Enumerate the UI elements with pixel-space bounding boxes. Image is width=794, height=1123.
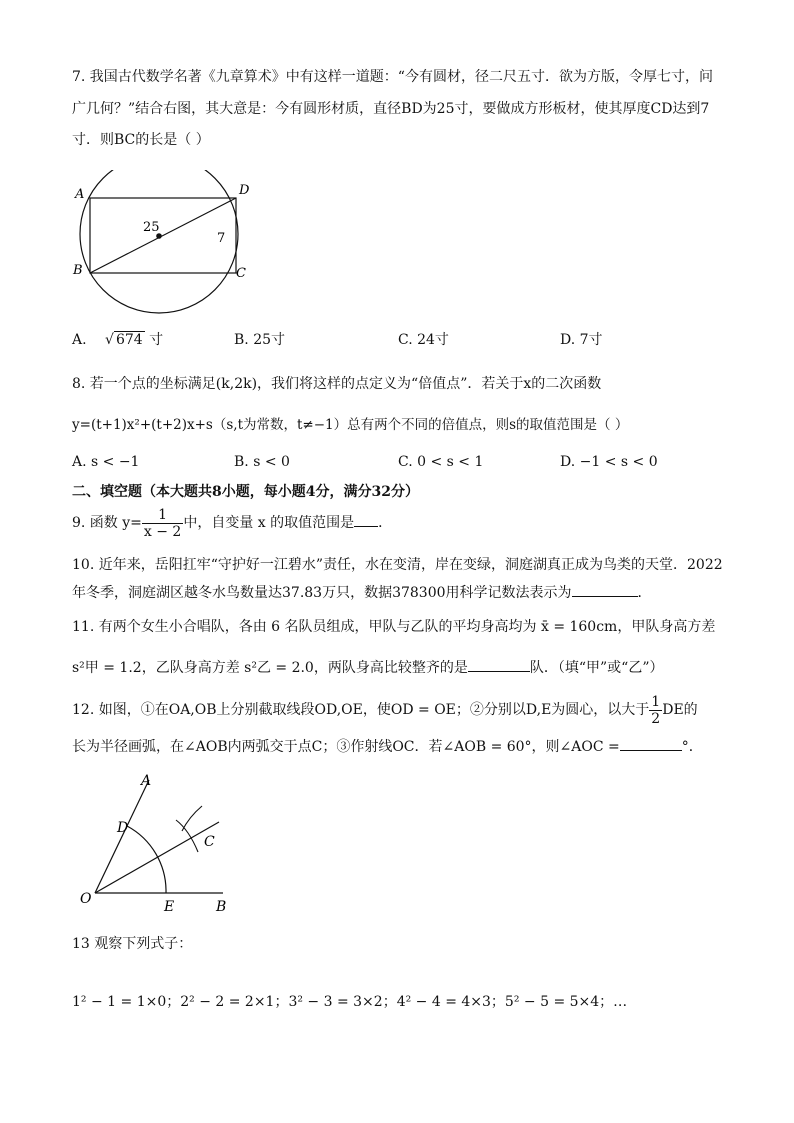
q9-line [72, 506, 392, 540]
q12-answer-blank[interactable] [620, 736, 682, 751]
q7-option-d: D. 7寸 [560, 332, 603, 348]
label-e: E [164, 899, 175, 915]
q12-half-fraction [649, 694, 662, 727]
label-c: C [204, 834, 215, 850]
q8-option-b: B. s < 0 [234, 454, 290, 470]
q13-line-2: 1² − 1 = 1×0；2² − 2 = 2×1；3² − 3 = 3×2；4² − 4 = 4×3；5² − 5 = 5×4；… [72, 994, 628, 1010]
label-25: 25 [143, 220, 160, 235]
q8-option-d: D. −1 < s < 0 [560, 454, 658, 470]
ray-oc [95, 822, 219, 893]
q7-line-3: 寸．则BC的长是（ ） [72, 132, 210, 148]
q13-line-1: 13 观察下列式子： [72, 936, 193, 952]
q12-line-1-end: DE的 [662, 702, 698, 718]
q8-line-2: y=(t+1)x²+(t+2)x+s（s,t为常数，t≠−1）总有两个不同的倍值点，则s的取值范围是（ ） [72, 417, 629, 433]
label-o: O [80, 891, 92, 907]
label-b: B [216, 899, 227, 915]
q10-line-2-text: 年冬季，洞庭湖区越冬水鸟数量达37.83万只，数据378300用科学记数法表示为 [72, 585, 572, 601]
q7-circle-figure [70, 170, 270, 340]
q12-line-2-text: 长为半径画弧，在∠AOB内两弧交于点C；③作射线OC．若∠AOB = 60°，则∠AOC = [72, 739, 620, 755]
label-a: A [141, 773, 152, 789]
q7-line-1: 7. 我国古代数学名著《九章算术》中有这样一道题：“今有圆材，径二尺五寸．欲为方版，令厚七寸，问 [72, 69, 713, 85]
q9-answer-blank[interactable] [354, 512, 378, 527]
q8-line-1: 8. 若一个点的坐标满足(k,2k)，我们将这样的点定义为“倍值点”．若关于x的二次函数 [72, 376, 602, 392]
q11-line-2-text: s²甲 = 1.2，乙队身高方差 s²乙 = 2.0，两队身高比较整齐的是 [72, 660, 468, 676]
q9-end: ． [378, 515, 393, 531]
q7-line-2: 广几何？”结合右图，其大意是：今有圆形材质，直径BD为25寸，要做成方形板材，使其厚度CD达到7 [72, 101, 710, 117]
q7-option-c: C. 24寸 [398, 332, 449, 348]
diagonal-bd [90, 198, 236, 273]
q10-answer-blank[interactable] [572, 582, 638, 597]
label-d: D [239, 183, 250, 198]
q11-line-2 [72, 657, 663, 678]
q12-line-2 [72, 736, 703, 757]
q12-line-1 [72, 693, 698, 727]
circle-outline [80, 170, 238, 313]
q9-fraction-numerator: 1 [142, 507, 183, 524]
ray-oa [95, 780, 149, 893]
arc-de [127, 826, 166, 893]
q10-line-1: 10. 近年来，岳阳扛牢“守护好一江碧水”责任，水在变清，岸在变绿，洞庭湖真正成为鸟类的天堂．2022 [72, 557, 723, 573]
q12-half-numerator: 1 [651, 693, 661, 710]
q7-option-a-radicand: 674 [115, 332, 143, 348]
q9-suffix: 中，自变量 x 的取值范围是 [183, 515, 355, 531]
label-a: A [75, 187, 85, 202]
q9-fraction [142, 507, 183, 540]
q10-line-2 [72, 582, 652, 603]
arc-from-e [182, 806, 202, 831]
q7-option-b: B. 25寸 [234, 332, 286, 348]
label-d: D [117, 820, 129, 836]
label-b: B [73, 263, 83, 278]
q11-line-1: 11. 有两个女生小合唱队，各由 6 名队员组成，甲队与乙队的平均身高均为 x̄ = 160cm，甲队身高方差 [72, 619, 716, 635]
q10-end: ． [637, 585, 652, 601]
q11-line-2-end: 队．（填“甲”或“乙”） [529, 660, 664, 676]
section-2-heading: 二、填空题（本大题共8小题，每小题4分，满分32分） [72, 484, 419, 500]
q12-line-2-end: °． [681, 739, 703, 755]
q12-angle-bisector-figure [76, 770, 246, 915]
q9-fraction-denominator: x − 2 [143, 523, 182, 540]
q8-option-a: A. s < −1 [72, 454, 140, 470]
q12-half-denominator: 2 [651, 710, 661, 727]
q7-option-a-unit: 寸 [149, 332, 164, 348]
q8-option-c: C. 0 < s < 1 [398, 454, 484, 470]
q11-answer-blank[interactable] [468, 657, 530, 672]
q9-prefix: 9. 函数 y= [72, 515, 142, 531]
label-7: 7 [217, 231, 226, 246]
q7-option-a: A. √ 674 寸 [72, 332, 164, 348]
q12-line-1-text: 12. 如图，①在OA,OB上分别截取线段OD,OE，使OD = OE；②分别以D,E为圆心，以大于 [72, 702, 650, 718]
label-c: C [236, 266, 246, 281]
q7-option-a-prefix: A. [72, 332, 87, 348]
